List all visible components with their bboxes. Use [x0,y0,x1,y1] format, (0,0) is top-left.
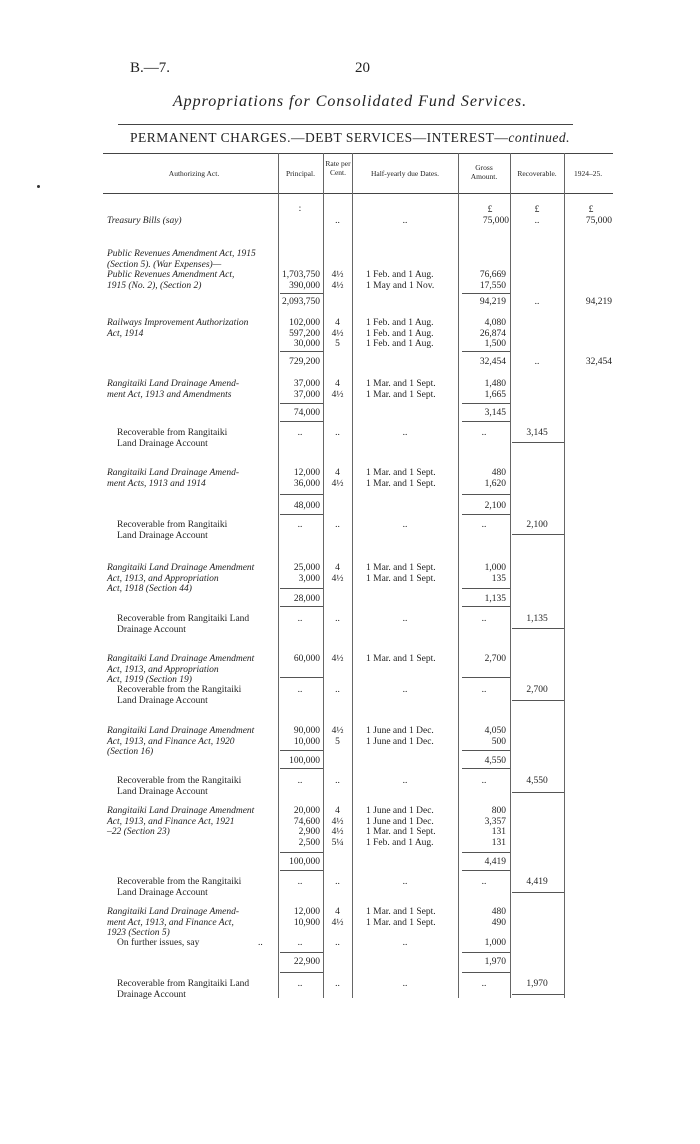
principal-total: 100,000 [289,756,320,766]
principal: 37,000 37,000 [293,379,320,400]
dates: 1 June and 1 Dec. 1 June and 1 Dec. 1 Mar. and 1 Sept. 1 Feb. and 1 Aug. [366,806,436,848]
principal: 1,703,750 390,000 [282,270,320,291]
principal: 60,000 [293,654,320,664]
rate: 4 4½ 5 [331,318,344,349]
recoverable: 4,550 [526,776,548,786]
principal-rule [280,750,323,751]
gross-rule [462,606,510,607]
title-rule [118,124,573,125]
recoverable-label: Recoverable from the Rangitaiki Land Drainage Account [117,877,242,898]
subtitle-continued: continued. [508,130,570,145]
col-header-year: 1924–25. [573,169,603,178]
currency-recoverable: £ [534,205,540,215]
section-subtitle [0,130,700,146]
leader-dots: .. [481,979,487,989]
recoverable-rule [512,700,564,701]
gross-amount: 2,700 [484,654,506,664]
leader-dots: .. [335,776,340,786]
gross-rule [462,852,510,853]
act-rangitaiki-appropriation-1919: Rangitaiki Land Drainage Amendment Act, 1913, and Appropriation Act, 1919 (Section 19) [107,654,255,685]
currency-year: £ [588,205,594,215]
leader-dots: .. [402,979,408,989]
rate: 4 4½ [331,563,344,584]
further-issues-label: On further issues, say [117,938,200,948]
gross-total: 2,100 [484,501,506,511]
dates: 1 Mar. and 1 Sept. 1 Mar. and 1 Sept. [366,907,436,928]
recoverable-label: Recoverable from Rangitaiki Land Drainage Account [117,520,228,541]
dates: .. [402,216,408,226]
gross-amount: 480 1,620 [484,468,506,489]
principal-rule [280,870,323,871]
recoverable: .. [534,297,540,307]
dates: 1 Feb. and 1 Aug. 1 Feb. and 1 Aug. 1 Feb. and 1 Aug. [366,318,434,349]
col-header-recoverable: Recoverable. [517,169,557,178]
rate: 4 4½ [331,379,344,400]
gross-amount: 4,050 500 [484,726,506,747]
principal-rule [280,403,323,404]
leader-dots: .. [481,520,487,530]
principal-rule [280,972,323,973]
principal-rule [280,606,323,607]
leader-dots: .. [297,614,303,624]
page-title: Appropriations for Consolidated Fund Services. [172,93,528,110]
leader-dots: .. [402,938,408,948]
principal-rule [280,852,323,853]
gross-total: 94,219 [479,297,506,307]
year-amount: 75,000 [585,216,612,226]
col-divider [510,153,511,998]
recoverable-label: Recoverable from the Rangitaiki Land Drainage Account [117,776,242,797]
gross-rule [462,421,510,422]
leader-dots: .. [335,938,340,948]
recoverable-rule [512,792,564,793]
leader-dots: .. [297,520,303,530]
act-railways-improvement: Railways Improvement Authorization Act, 1914 [107,318,249,339]
gross-amount: 1,480 1,665 [484,379,506,400]
recoverable-label: Recoverable from Rangitaiki Land Drainage Account [117,428,228,449]
principal-rule [280,768,323,769]
recoverable: 2,700 [526,685,548,695]
recoverable-rule [512,534,564,535]
leader-dots: .. [481,685,487,695]
gross-total: 32,454 [479,357,506,367]
leader-dots: .. [481,877,487,887]
principal-total: 100,000 [289,857,320,867]
gross-rule [462,588,510,589]
document-reference: B.—7. [130,60,171,76]
gross-rule [462,972,510,973]
gross-rule [462,403,510,404]
recoverable: 2,100 [526,520,548,530]
principal-rule [280,952,323,953]
principal-total: 729,200 [289,357,320,367]
year-amount: 32,454 [585,357,612,367]
leader-dots: .. [402,614,408,624]
gross-rule [462,677,510,678]
act-treasury-bills: Treasury Bills (say) [107,216,182,226]
subtitle-main: PERMANENT CHARGES.—DEBT SERVICES—INTEREST— [130,130,509,145]
principal: 12,000 10,900 [293,907,320,928]
recoverable-rule [512,892,564,893]
act-public-revenues: Public Revenues Amendment Act, 1915 (Section 5). (War Expenses)— Public Revenues Amendment Act, 1915 (No. 2), (Section 2) [107,249,256,291]
act-rangitaiki-1913-1914: Rangitaiki Land Drainage Amend- ment Acts, 1913 and 1914 [107,468,240,489]
leader-dots: .. [335,979,340,989]
principal-total: 28,000 [293,594,320,604]
gross-amount: 76,669 17,550 [479,270,506,291]
recoverable-rule [512,994,564,995]
leader-dots: .. [481,428,487,438]
principal: 20,000 74,600 2,900 2,500 [293,806,320,848]
principal: 12,000 36,000 [293,468,320,489]
gross-total: 1,970 [484,957,506,967]
leader-dots: .. [297,979,303,989]
rate: 4 4½ [331,907,344,928]
principal: 102,000 597,200 30,000 [289,318,320,349]
principal-rule [280,677,323,678]
recoverable-label: Recoverable from the Rangitaiki Land Drainage Account [117,685,242,706]
recoverable: 1,970 [526,979,548,989]
table-top-rule [103,153,613,154]
principal-rule [280,351,323,352]
gross-rule [462,870,510,871]
gross-rule [462,750,510,751]
recoverable-label: Recoverable from Rangitaiki Land Drainage Account [117,614,250,635]
principal-rule [280,494,323,495]
table-header-rule [103,193,613,194]
leader-dots: .. [335,520,340,530]
act-rangitaiki-finance-1920: Rangitaiki Land Drainage Amendment Act, 1913, and Finance Act, 1920 (Section 16) [107,726,255,757]
act-rangitaiki-appropriation-1918: Rangitaiki Land Drainage Amendment Act, 1913, and Appropriation Act, 1918 (Section 44) [107,563,255,594]
leader-dots: .. [297,428,303,438]
gross-amount: 75,000 [482,216,509,226]
principal: 90,000 10,000 [293,726,320,747]
principal-total: 74,000 [293,408,320,418]
gross-total: 4,550 [484,756,506,766]
col-header-dates: Half-yearly due Dates. [370,169,440,178]
rate: 4½ 5 [331,726,344,747]
gross-amount: 800 3,357 131 131 [484,806,506,848]
principal-total: 22,900 [293,957,320,967]
recoverable-rule [512,442,564,443]
ink-speck [37,185,40,188]
dates: 1 Mar. and 1 Sept. 1 Mar. and 1 Sept. [366,468,436,489]
leader-dots: .. [402,877,408,887]
leader-dots: .. [297,938,303,948]
currency-gross: £ [487,205,493,215]
principal-rule [280,588,323,589]
act-rangitaiki-finance-1921-22: Rangitaiki Land Drainage Amendment Act, 1913, and Finance Act, 1921 –22 (Section 23) [107,806,255,837]
col-header-principal: Principal. [286,169,315,178]
recoverable: 1,135 [526,614,548,624]
gross-amount: 1,000 135 [484,563,506,584]
rate: 4 4½ [331,468,344,489]
col-header-rate: Rate per Cent. [325,159,351,177]
col-header-gross: Gross Amount. [470,163,498,181]
principal-rule [280,514,323,515]
leader-dots: .. [335,877,340,887]
col-divider [564,153,565,998]
recoverable-label: Recoverable from Rangitaiki Land Drainage Account [117,979,250,1000]
gross-rule [462,952,510,953]
recoverable-rule [512,628,564,629]
leader-dots: .. [402,776,408,786]
dates: 1 Feb. and 1 Aug. 1 May and 1 Nov. [366,270,435,291]
leader-dots: .. [297,776,303,786]
dates: 1 Mar. and 1 Sept. [366,654,436,664]
rate: .. [335,216,340,226]
gross-total: 1,135 [484,594,506,604]
principal-rule [280,421,323,422]
further-gross: 1,000 [484,938,506,948]
principal-total: 2,093,750 [282,297,320,307]
leader-dots: .. [481,776,487,786]
gross-rule [462,293,510,294]
leader-dots: .. [258,938,263,948]
rate: 4½ [331,654,344,664]
leader-dots: .. [297,877,303,887]
leader-dots: .. [402,428,408,438]
leader-dots: .. [335,428,340,438]
act-rangitaiki-1913-amendments: Rangitaiki Land Drainage Amend- ment Act, 1913 and Amendments [107,379,240,400]
rate: 4½ 4½ [331,270,344,291]
recoverable: .. [534,357,540,367]
leader-dots: .. [335,614,340,624]
leader-dots: .. [297,685,303,695]
gross-total: 3,145 [484,408,506,418]
gross-rule [462,351,510,352]
recoverable: 4,419 [526,877,548,887]
principal-total: 48,000 [293,501,320,511]
gross-amount: 4,080 26,874 1,500 [479,318,506,349]
dates: 1 Mar. and 1 Sept. 1 Mar. and 1 Sept. [366,563,436,584]
recoverable: .. [534,216,540,226]
act-rangitaiki-finance-1923: Rangitaiki Land Drainage Amend- ment Act, 1913, and Finance Act, 1923 (Section 5) [107,907,240,938]
dates: 1 Mar. and 1 Sept. 1 Mar. and 1 Sept. [366,379,436,400]
year-amount: 94,219 [585,297,612,307]
col-header-act: Authorizing Act. [168,169,220,178]
col-divider [352,153,353,998]
principal: : [298,204,302,214]
recoverable: 3,145 [526,428,548,438]
gross-amount: 480 490 [491,907,506,928]
gross-rule [462,768,510,769]
gross-total: 4,419 [484,857,506,867]
principal: 25,000 3,000 [293,563,320,584]
leader-dots: .. [335,685,340,695]
rate: 4 4½ 4½ 5¼ [331,806,344,848]
page-number: 20 [355,60,370,76]
gross-rule [462,494,510,495]
leader-dots: .. [402,520,408,530]
leader-dots: .. [402,685,408,695]
dates: 1 June and 1 Dec. 1 June and 1 Dec. [366,726,434,747]
principal-rule [280,293,323,294]
gross-rule [462,514,510,515]
leader-dots: .. [481,614,487,624]
